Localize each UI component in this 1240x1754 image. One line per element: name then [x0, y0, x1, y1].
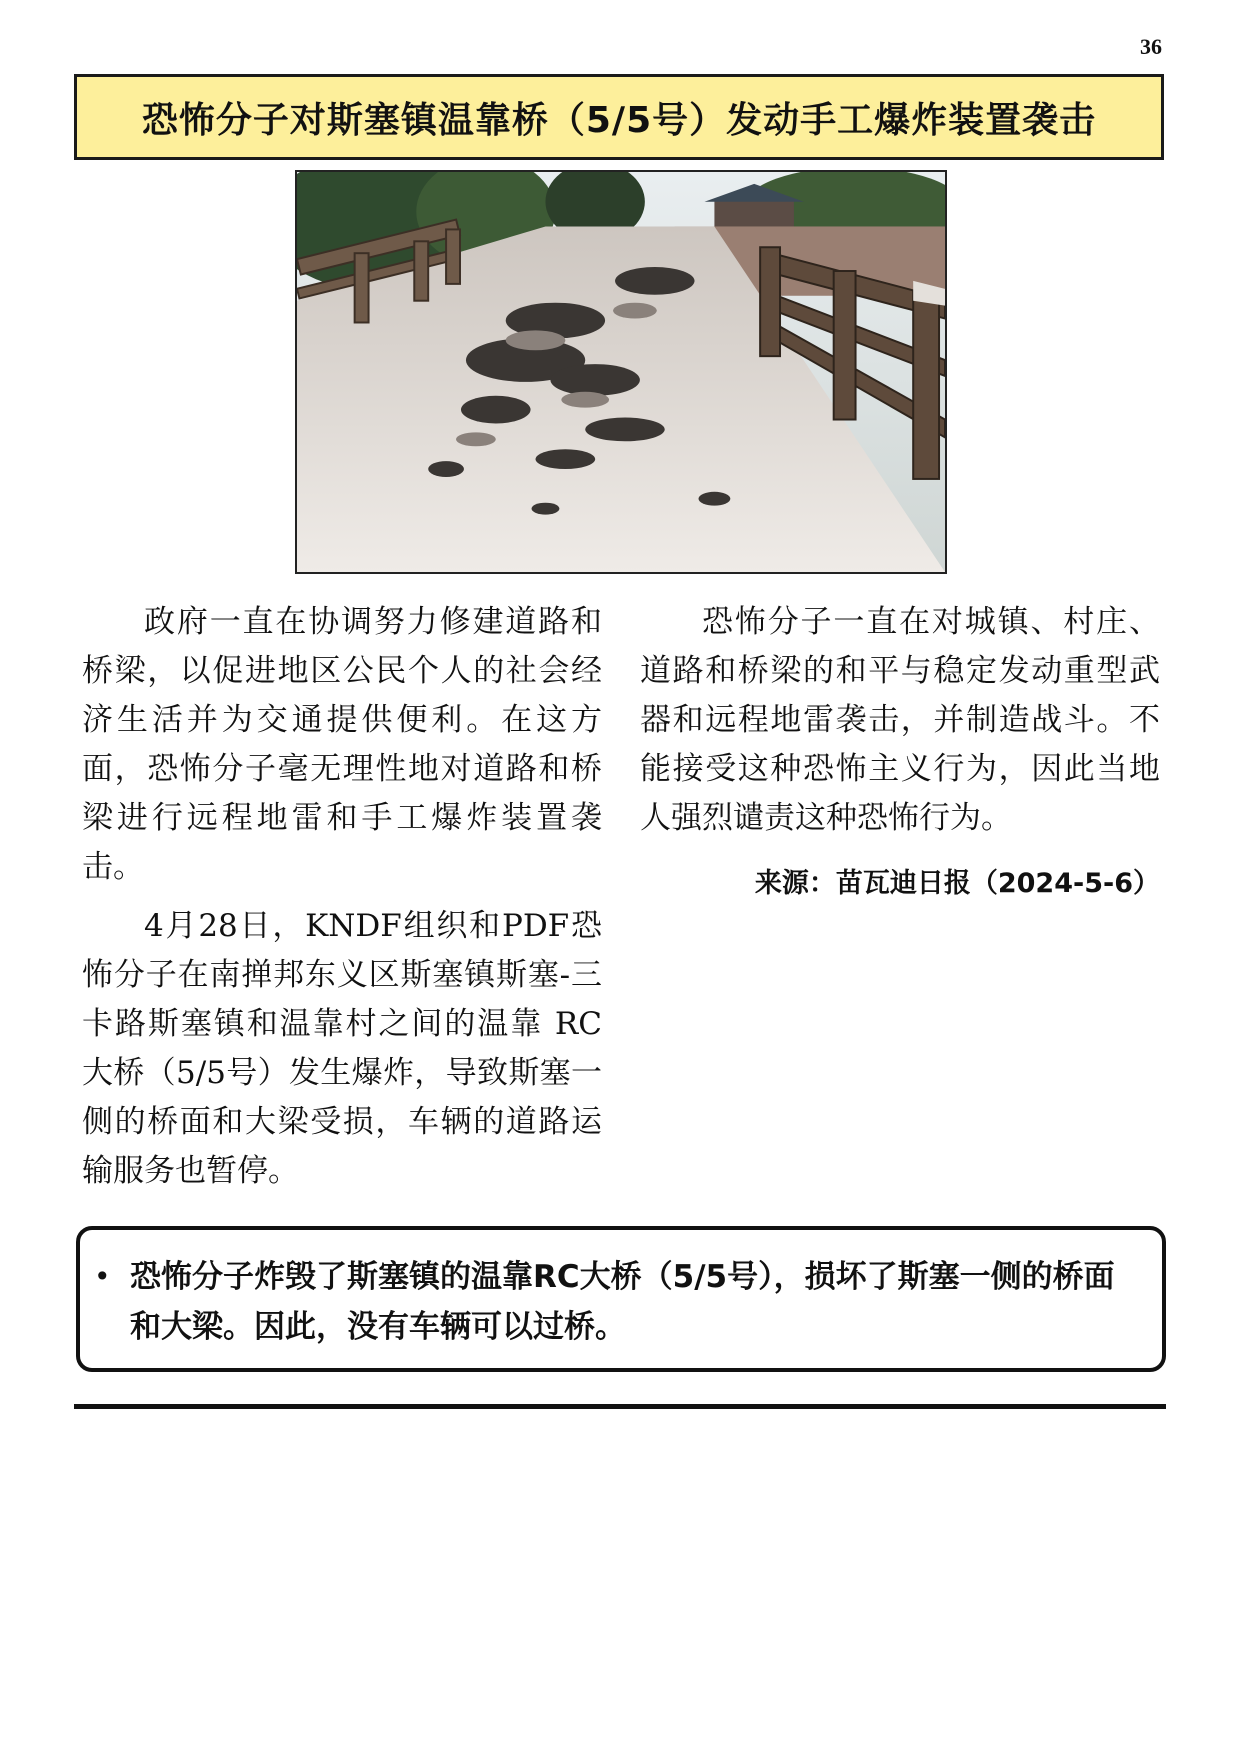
summary-box: [76, 1226, 1166, 1372]
left-paragraph-2: 4月28日，KNDF组织和PDF恐怖分子在南掸邦东义区斯塞镇斯塞-三卡路斯塞镇和温靠村之间的温靠 RC大桥（5/5号）发生爆炸，导致斯塞一侧的桥面和大梁受损，车辆的道路运输服务也暂停。: [82, 908, 602, 1189]
source-citation: 来源：苗瓦迪日报（2024-5-6）: [754, 868, 1160, 899]
bottom-divider: [74, 1404, 1166, 1409]
right-column: [640, 598, 1160, 908]
right-paragraph-1: 恐怖分子一直在对城镇、村庄、道路和桥梁的和平与稳定发动重型武器和远程地雷袭击，并制造战斗。不能接受这种恐怖主义行为，因此当地人强烈谴责这种恐怖行为。: [640, 604, 1160, 836]
left-column: [82, 598, 602, 1206]
bullet-icon: •: [94, 1260, 111, 1293]
page-number: 36: [1140, 34, 1162, 59]
summary-text: 恐怖分子炸毁了斯塞镇的温靠RC大桥（5/5号），损坏了斯塞一侧的桥面和大梁。因此，没有车辆可以过桥。: [130, 1259, 1115, 1345]
page-title: 恐怖分子对斯塞镇温靠桥（5/5号）发动手工爆炸装置袭击: [141, 99, 1097, 141]
photo-illustration: [297, 172, 945, 572]
title-banner: [74, 74, 1164, 160]
left-paragraph-1: 政府一直在协调努力修建道路和桥梁，以促进地区公民个人的社会经济生活并为交通提供便利。在这方面，恐怖分子毫无理性地对道路和桥梁进行远程地雷和手工爆炸装置袭击。: [82, 604, 602, 885]
damaged-bridge-photo: [295, 170, 947, 574]
